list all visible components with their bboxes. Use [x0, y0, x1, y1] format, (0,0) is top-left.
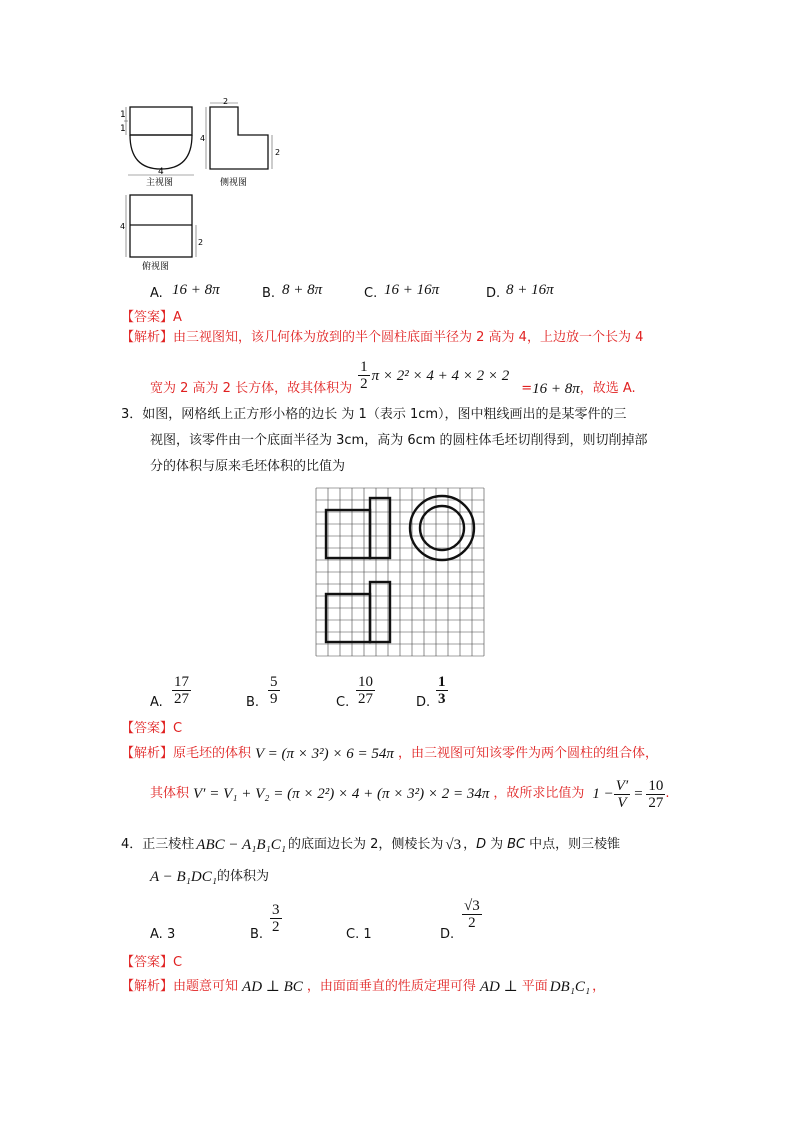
- q3-option-d: D.: [416, 695, 431, 710]
- side-dim-2-right: 2: [275, 148, 281, 157]
- q4-option-d: D.: [440, 927, 455, 942]
- side-view-label: 侧视图: [220, 178, 248, 188]
- q3-ratio-frac: $\frac{V'}{V}$: [615, 777, 629, 811]
- answer-value: A: [173, 310, 182, 325]
- q2-option-d: D.: [486, 286, 501, 301]
- q3-option-c-frac: $\frac{10}{27}$: [358, 674, 373, 707]
- q4-option-b-frac: $\frac{3}{2}$: [272, 902, 280, 935]
- q3-option-a-frac: $\frac{17}{27}$: [174, 674, 189, 707]
- q4-formula-plane: DB₁C₁: [549, 979, 591, 995]
- q3-answer: 【答案】C: [121, 721, 183, 736]
- q4-formula-ad: AD ⊥: [479, 979, 518, 995]
- analysis-tag: 【解析】: [121, 330, 174, 345]
- q4-option-c: C. 1: [346, 927, 372, 942]
- q4-prism: ABC − A₁B₁C₁: [196, 837, 286, 853]
- q2-option-c: C.: [364, 286, 378, 301]
- q3-line3: 分的体积与原来毛坯体积的比值为: [150, 459, 346, 474]
- top-inner-circle: [420, 506, 464, 550]
- q2-option-b: B.: [262, 286, 276, 301]
- top-view-label: 俯视图: [142, 262, 170, 272]
- q3-line1: 3．如图，网格纸上正方形小格的边长 为 1（表示 1cm），图中粗线画出的是某零件的三: [121, 407, 627, 422]
- q3-option-c: C.: [336, 695, 350, 710]
- answer-tag: 【答案】: [121, 310, 174, 325]
- front-dim-1b: 1: [120, 124, 126, 134]
- three-view-figure-1: [120, 97, 290, 272]
- q4-option-b: B.: [250, 927, 264, 942]
- q2-analysis-line1: 【解析】由三视图知，该几何体为放到的半个圆柱底面半径为 2 高为 4，上边放一个长为 4: [121, 330, 644, 345]
- grid-three-view-figure: [314, 486, 490, 658]
- q4-options: [150, 898, 510, 942]
- side-large-rect: [370, 582, 390, 642]
- front-dim-1: 1: [120, 110, 126, 120]
- q3-option-d-frac: $\frac{1}{3}$: [438, 674, 446, 707]
- front-large-rect: [370, 498, 390, 558]
- q3-option-b: B.: [246, 695, 260, 710]
- q4-pyramid: A − B₁DC₁: [150, 869, 217, 885]
- top-dim-2: 2: [198, 238, 204, 247]
- q2-formula-rest: π × 2² × 4 + 4 × 2 × 2: [371, 367, 510, 384]
- side-small-rect: [326, 594, 370, 642]
- q3-line2: 视图，该零件由一个底面半径为 3cm，高为 6cm 的圆柱体毛坯切削得到，则切削掉部: [150, 433, 648, 448]
- q4-line2: A − B₁DC₁ 的体积为: [150, 869, 269, 885]
- q4-option-a: A. 3: [150, 927, 176, 942]
- q3-options: [150, 672, 470, 712]
- q2-answer: [121, 309, 182, 327]
- q3-analysis-line2: 其体积 V′ = V₁ + V₂ = (π × 2²) × 4 + (π × 3²) × 2 = 34π ，故所求比值为 1 − $\frac{V'}{V}$ = $\frac{10}{27}$ .: [150, 777, 670, 811]
- q2-result: 16 + 8π: [532, 381, 580, 397]
- front-view: [130, 107, 192, 169]
- q2-option-a-expr: 16 + 8π: [172, 282, 220, 298]
- q4-formula-ad-bc: AD ⊥ BC: [242, 979, 303, 995]
- q4-analysis-line1: 【解析】 由题意可知 AD ⊥ BC ，由面面垂直的性质定理可得 AD ⊥ 平面 DB₁C₁ ，: [121, 979, 606, 995]
- side-dim-2-top: 2: [223, 97, 229, 106]
- front-view-label: 主视图: [146, 178, 174, 188]
- q2-option-b-expr: 8 + 8π: [282, 282, 323, 298]
- q3-option-b-frac: $\frac{5}{9}$: [270, 674, 278, 707]
- side-view: [210, 107, 268, 169]
- q4-answer: 【答案】C: [121, 955, 183, 970]
- front-dim-4: 4: [158, 167, 164, 177]
- q2-option-a: A.: [150, 286, 163, 301]
- q2-option-d-expr: 8 + 16π: [506, 282, 554, 298]
- top-dim-4: 4: [120, 222, 126, 231]
- q3-number: 3．: [121, 407, 143, 422]
- q3-result-frac: $\frac{10}{27}$: [648, 777, 664, 811]
- front-small-rect: [326, 510, 370, 558]
- q2-formula-frac: $\frac{1}{2}$: [360, 359, 368, 392]
- q2-option-c-expr: 16 + 16π: [384, 282, 440, 298]
- side-dim-4: 4: [200, 134, 206, 143]
- q4-option-d-frac: $\frac{√3}{2}$: [464, 898, 480, 931]
- q3-formula-v: V = (π × 3²) × 6 = 54π: [255, 746, 394, 762]
- top-view: [130, 195, 192, 257]
- q4-line1: 4． 正三棱柱 ABC − A₁B₁C₁ 的底面边长为 2，侧棱长为 √3 ， D 为 BC 中点，则三棱锥: [121, 837, 621, 853]
- q3-option-a: A.: [150, 695, 163, 710]
- q3-analysis-line1: 【解析】 原毛坯的体积 V = (π × 3²) × 6 = 54π ，由三视图可知该零件为两个圆柱的组合体，: [121, 746, 658, 762]
- q4-sqrt3: √3: [445, 837, 462, 853]
- q3-formula-vprime: V′ = V₁ + V₂ = (π × 2²) × 4 + (π × 3²) × 2 = 34π: [193, 786, 490, 802]
- q2-analysis-line2: 宽为 2 高为 2 长方体，故其体积为 $\frac{1}{2}$ π × 2² × 4 + 4 × 2 × 2 = 16 + 8π ，故选 A.: [150, 359, 636, 397]
